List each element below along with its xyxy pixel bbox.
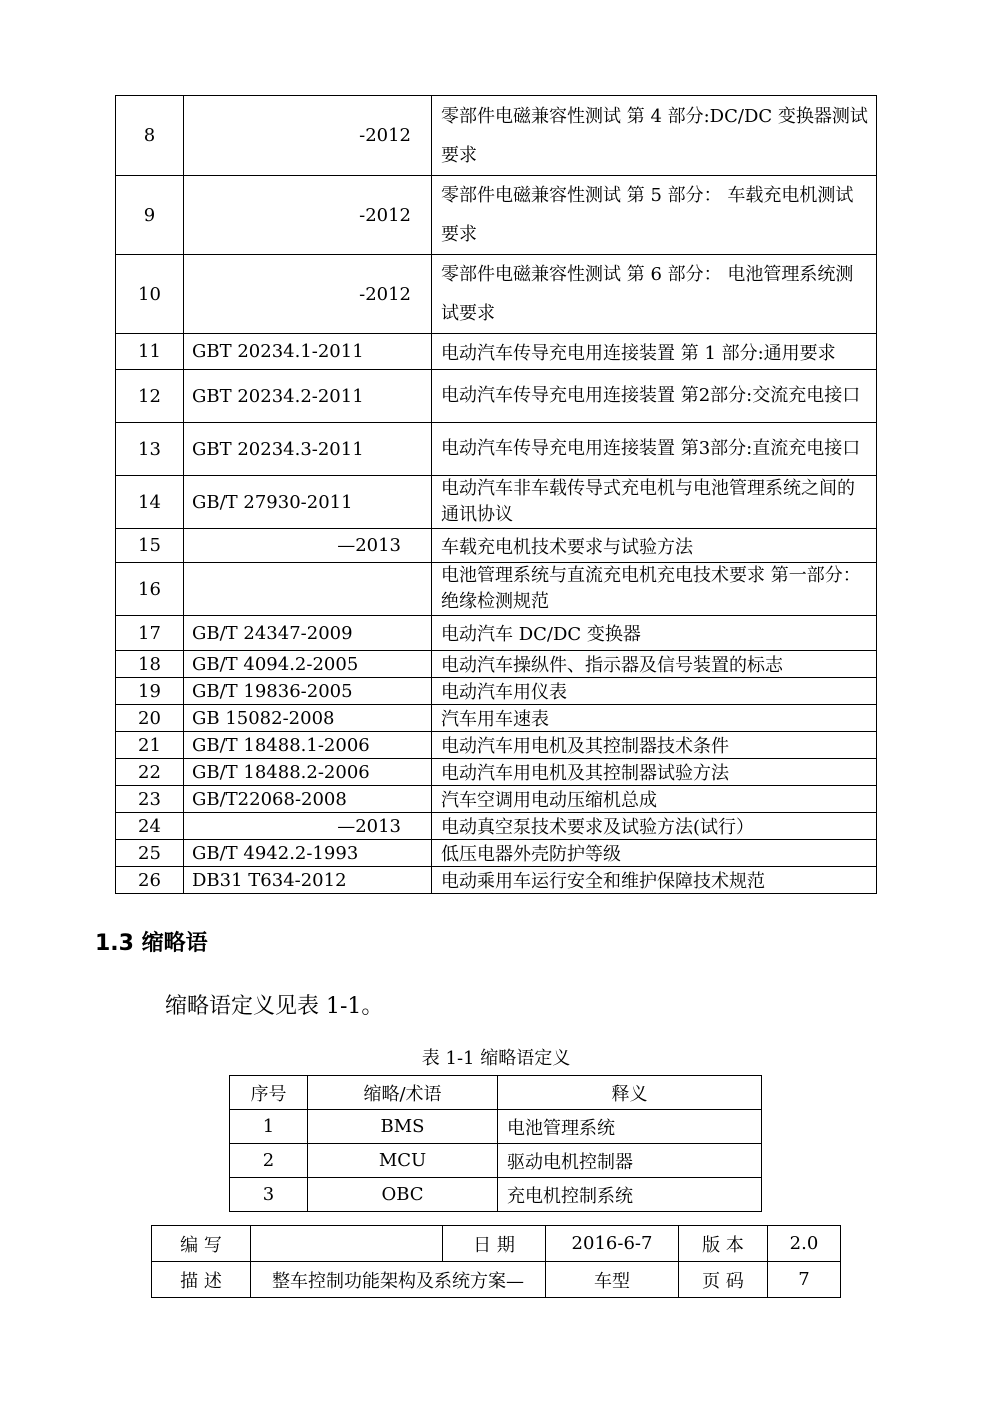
standard-code: -2012 [184, 176, 432, 255]
table-row [116, 813, 877, 840]
table-row [116, 732, 877, 759]
standard-name: 电动汽车用仪表 [432, 678, 877, 705]
standard-name: 电池管理系统与直流充电机充电技术要求 第一部分：绝缘检测规范 [432, 563, 877, 616]
standard-code: GB/T 24347-2009 [184, 616, 432, 651]
row-number: 25 [116, 840, 184, 867]
standard-code: GB 15082-2008 [184, 705, 432, 732]
standard-code: GBT 20234.2-2011 [184, 370, 432, 423]
standard-code: GB/T 18488.2-2006 [184, 759, 432, 786]
description-label: 描 述 [152, 1262, 251, 1298]
row-number: 8 [116, 96, 184, 176]
standard-code: —2013 [184, 529, 432, 563]
row-number: 15 [116, 529, 184, 563]
standard-code [184, 563, 432, 616]
standard-code: GBT 20234.1-2011 [184, 334, 432, 370]
standard-code: GB/T 27930-2011 [184, 476, 432, 529]
standard-name: 电动汽车传导充电用连接装置 第2部分:交流充电接口 [432, 370, 877, 423]
table-row [116, 255, 877, 334]
standard-name: 电动汽车传导充电用连接装置 第3部分:直流充电接口 [432, 423, 877, 476]
standard-name: 汽车用车速表 [432, 705, 877, 732]
row-number: 9 [116, 176, 184, 255]
table-row [116, 867, 877, 894]
column-header-abbreviation: 缩略/术语 [308, 1076, 498, 1110]
document-footer-table [151, 1225, 841, 1298]
row-number: 14 [116, 476, 184, 529]
standard-code: -2012 [184, 255, 432, 334]
table-caption: 表 1-1 缩略语定义 [421, 1048, 571, 1069]
table-row [230, 1178, 762, 1212]
footer-row [152, 1226, 841, 1262]
table-row [116, 786, 877, 813]
standard-code: GBT 20234.3-2011 [184, 423, 432, 476]
author-value [251, 1226, 443, 1262]
version-label: 版 本 [679, 1226, 768, 1262]
version-value: 2.0 [768, 1226, 841, 1262]
row-number: 26 [116, 867, 184, 894]
standard-code: GB/T 4094.2-2005 [184, 651, 432, 678]
standard-name: 电动汽车非车载传导式充电机与电池管理系统之间的通讯协议 [432, 476, 877, 529]
row-number: 18 [116, 651, 184, 678]
standard-code: GB/T 4942.2-1993 [184, 840, 432, 867]
date-value: 2016-6-7 [546, 1226, 679, 1262]
standard-name: 电动汽车传导充电用连接装置 第 1 部分:通用要求 [432, 334, 877, 370]
abbr-definition: 充电机控制系统 [498, 1178, 762, 1212]
standard-name: 电动乘用车运行安全和维护保障技术规范 [432, 867, 877, 894]
abbr-term: BMS [308, 1110, 498, 1144]
abbr-term: MCU [308, 1144, 498, 1178]
row-number: 12 [116, 370, 184, 423]
table-row [230, 1110, 762, 1144]
table-row [116, 651, 877, 678]
standard-name: 汽车空调用电动压缩机总成 [432, 786, 877, 813]
standard-name: 车载充电机技术要求与试验方法 [432, 529, 877, 563]
row-number: 11 [116, 334, 184, 370]
table-row [116, 705, 877, 732]
table-row [116, 96, 877, 176]
column-header-definition: 释义 [498, 1076, 762, 1110]
page-label: 页 码 [679, 1262, 768, 1298]
table-row [116, 423, 877, 476]
standard-name: 零部件电磁兼容性测试 第 4 部分:DC/DC 变换器测试要求 [432, 96, 877, 176]
abbr-definition: 驱动电机控制器 [498, 1144, 762, 1178]
abbr-index: 2 [230, 1144, 308, 1178]
row-number: 21 [116, 732, 184, 759]
row-number: 23 [116, 786, 184, 813]
row-number: 17 [116, 616, 184, 651]
section-heading: 1.3 缩略语 [95, 931, 208, 956]
standard-name: 零部件电磁兼容性测试 第 6 部分： 电池管理系统测试要求 [432, 255, 877, 334]
row-number: 20 [116, 705, 184, 732]
row-number: 19 [116, 678, 184, 705]
author-label: 编 写 [152, 1226, 251, 1262]
date-label: 日 期 [443, 1226, 546, 1262]
standard-name: 低压电器外壳防护等级 [432, 840, 877, 867]
row-number: 24 [116, 813, 184, 840]
table-row [116, 370, 877, 423]
row-number: 22 [116, 759, 184, 786]
footer-row [152, 1262, 841, 1298]
standard-code: GB/T 18488.1-2006 [184, 732, 432, 759]
standard-name: 电动汽车用电机及其控制器试验方法 [432, 759, 877, 786]
standard-name: 电动汽车 DC/DC 变换器 [432, 616, 877, 651]
table-row [116, 616, 877, 651]
column-header-index: 序号 [230, 1076, 308, 1110]
standard-name: 零部件电磁兼容性测试 第 5 部分： 车载充电机测试要求 [432, 176, 877, 255]
section-body-text: 缩略语定义见表 1-1。 [165, 994, 384, 1019]
table-row [230, 1144, 762, 1178]
table-row [116, 759, 877, 786]
standard-name: 电动真空泵技术要求及试验方法(试行） [432, 813, 877, 840]
table-row [116, 529, 877, 563]
abbr-index: 3 [230, 1178, 308, 1212]
table-row [116, 563, 877, 616]
table-row [116, 176, 877, 255]
table-row [116, 334, 877, 370]
description-value: 整车控制功能架构及系统方案— [251, 1262, 546, 1298]
standard-code: -2012 [184, 96, 432, 176]
row-number: 13 [116, 423, 184, 476]
standard-code: GB/T22068-2008 [184, 786, 432, 813]
table-row [116, 476, 877, 529]
table-row [116, 678, 877, 705]
table-header-row [230, 1076, 762, 1110]
abbr-term: OBC [308, 1178, 498, 1212]
standards-table [115, 95, 877, 894]
vehicle-model-label: 车型 [546, 1262, 679, 1298]
standard-code: GB/T 19836-2005 [184, 678, 432, 705]
row-number: 16 [116, 563, 184, 616]
standard-code: DB31 T634-2012 [184, 867, 432, 894]
row-number: 10 [116, 255, 184, 334]
page-number: 7 [768, 1262, 841, 1298]
standard-code: —2013 [184, 813, 432, 840]
standard-name: 电动汽车用电机及其控制器技术条件 [432, 732, 877, 759]
table-row [116, 840, 877, 867]
abbr-index: 1 [230, 1110, 308, 1144]
abbreviation-table [229, 1075, 762, 1212]
standard-name: 电动汽车操纵件、指示器及信号装置的标志 [432, 651, 877, 678]
abbr-definition: 电池管理系统 [498, 1110, 762, 1144]
